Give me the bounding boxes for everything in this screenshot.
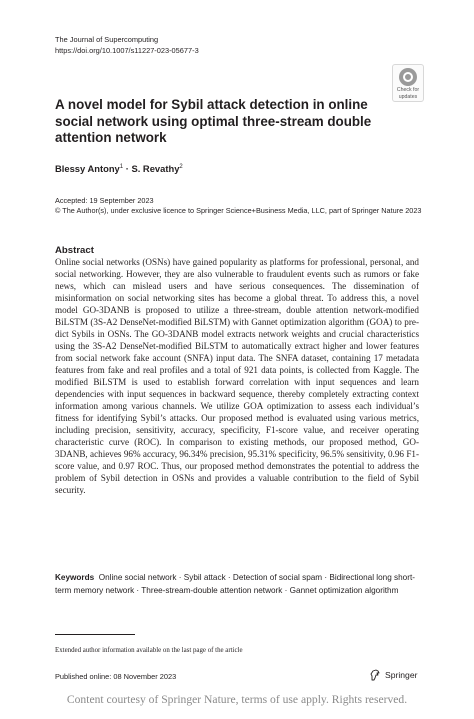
keywords-list: Online social network · Sybil attack · Detection of social spam · Bidirectional long short-term memory network · Three-stream-double attention network · Gannet optimization algorithm [55, 573, 415, 595]
abstract-body: Online social networks (OSNs) have gained popularity as platforms for professional, personal, and social networking. However, they are also vulnerable to fraudulent events such as rumors or fake news, which can mislead users and have serious consequences. The dissemination of misinformation on social networking sites has become a global threat. To address this, a novel model GO-3DANB is proposed to utilize a three-stream, double attention network-modified BiLSTM (3S-A2 DenseNet-modified BiLSTM) with Gannet optimization algorithm (GOA) to predict Sybils in OSNs. The GO-3DANB model extracts network weights and crucial characteristics using the 3S-A2 DenseNet-modified BiLSTM to automatically extract higher and lower features from social network fake account (SNFA) input data. The SNFA dataset, containing 17 metadata features from fake and real profiles and a total of 921 data points, is collected from Kaggle. The modified BiLSTM is used to establish forward correlation with input sequences and learn dependencies with input sequences in backward sequence, thereby completely extracting context information among various channels. We utilize GOA optimization to assess each individual’s fitness for identifying Sybil’s attacks. Our proposed method is evaluated using various metrics, including precision, sensitivity, accuracy, specificity, F1-score value, and receiver operating characteristic curve (ROC). In comparison to existing methods, our proposed method, GO-3DANB, achieves 96% accuracy, 96.34% precision, 95.31% specificity, 96.5% sensitivity, 0.96 F1-score value, and 0.97 ROC. Thus, our proposed method demonstrates the potential to address the problem of Sybil detection in OSNs and provides a valuable contribution to the field of Sybil security. [55, 257, 419, 496]
badge-label-1: Check for [396, 87, 420, 93]
badge-label-2: updates [398, 94, 418, 100]
springer-horse-icon [370, 669, 381, 681]
publisher-name: Springer [385, 670, 418, 680]
footnote-divider [55, 634, 135, 635]
author-affiliation-mark: 1 [119, 163, 124, 170]
courtesy-watermark: Content courtesy of Springer Nature, terms of use apply. Rights reserved. [66, 693, 408, 706]
check-for-updates-badge[interactable] [392, 64, 424, 102]
keywords-section [55, 572, 419, 597]
accepted-date: Accepted: 19 September 2023 [55, 196, 154, 205]
published-date: Published online: 08 November 2023 [55, 672, 177, 681]
abstract-heading: Abstract [55, 245, 94, 256]
keywords-label: Keywords [55, 573, 95, 582]
author-affiliation-mark: 2 [179, 163, 183, 170]
author-separator: · [123, 163, 132, 174]
article-meta [55, 196, 427, 215]
check-for-updates-icon [399, 68, 417, 86]
doi-link[interactable]: https://doi.org/10.1007/s11227-023-05677-3 [55, 46, 199, 55]
journal-header [55, 34, 199, 56]
author-name[interactable]: S. Revathy [131, 163, 180, 174]
copyright-notice: © The Author(s), under exclusive licence to Springer Science+Business Media, LLC, part of Springer Nature 2023 [55, 205, 422, 215]
author-info-footnote: Extended author information available on the last page of the article [55, 647, 243, 654]
author-name[interactable]: Blessy Antony [55, 163, 120, 174]
author-list [55, 163, 183, 174]
article-title: A novel model for Sybil attack detection in online social network using optimal three-stream double attention network [55, 97, 372, 146]
journal-name: The Journal of Supercomputing [55, 35, 159, 44]
springer-logo [370, 669, 417, 681]
